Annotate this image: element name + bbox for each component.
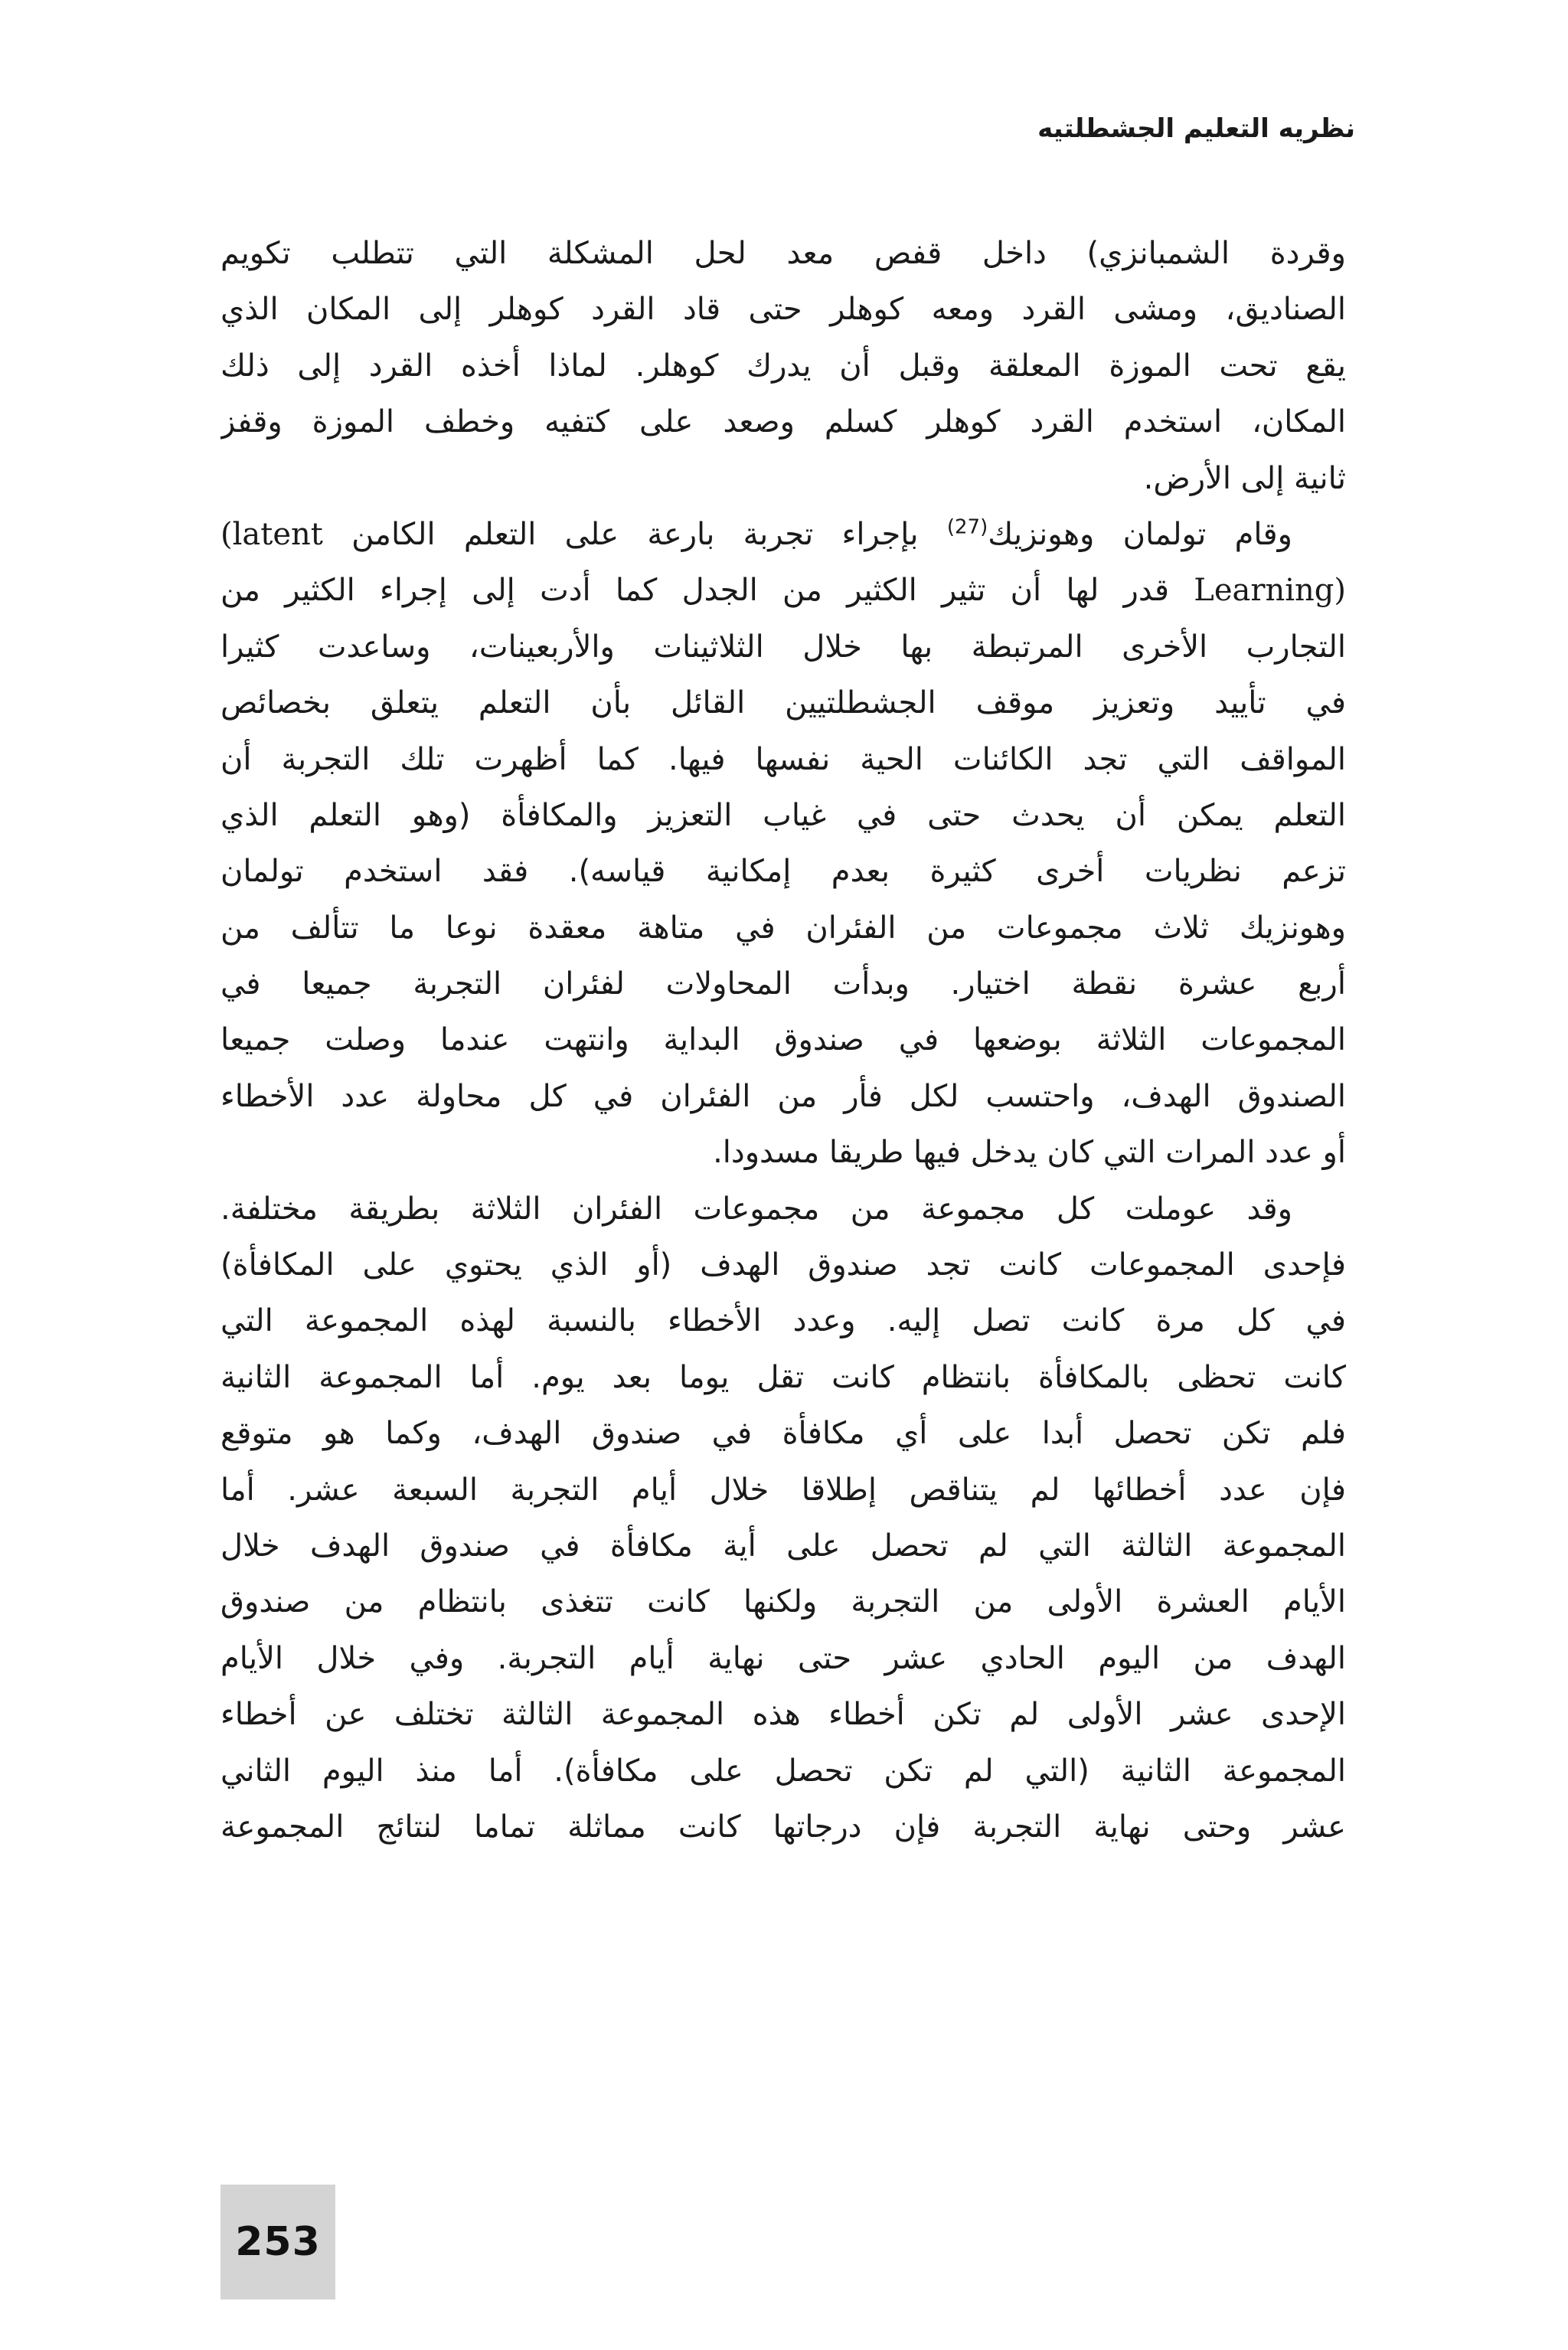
text-line: المجموعة الثانية (التي لم تكن تحصل على مكافأة). أما منذ اليوم الثاني xyxy=(220,1753,1346,1789)
paragraph-1 xyxy=(220,226,1346,507)
text-line: فإحدى المجموعات كانت تجد صندوق الهدف (أو الذي يحتوي على المكافأة) xyxy=(220,1247,1346,1283)
text-line: وقردة الشمبانزي) داخل قفص معد لحل المشكلة التي تتطلب تكويم xyxy=(220,236,1346,271)
text-line: أربع عشرة نقطة اختيار. وبدأت المحاولات لفئران التجربة جميعا في xyxy=(220,966,1346,1002)
text-line xyxy=(220,563,1346,619)
text-line: فإن عدد أخطائها لم يتناقص إطلاقا خلال أيام التجربة السبعة عشر. أما xyxy=(220,1472,1346,1508)
text-line: الإحدى عشر الأولى لم تكن أخطاء هذه المجموعة الثالثة تختلف عن أخطاء xyxy=(220,1697,1346,1733)
latin-term: (latent xyxy=(220,516,323,552)
text-line: عشر وحتى نهاية التجربة فإن درجاتها كانت مماثلة تماما لنتائج المجموعة xyxy=(220,1809,1346,1845)
text-line: في تأييد وتعزيز موقف الجشطلتيين القائل بأن التعلم يتعلق بخصائص xyxy=(220,685,1346,721)
text-line: التجارب الأخرى المرتبطة بها خلال الثلاثينات والأربعينات، وساعدت كثيرا xyxy=(220,629,1346,665)
text-line: وقد عوملت كل مجموعة من مجموعات الفئران الثلاثة بطريقة مختلفة. xyxy=(220,1191,1292,1227)
text-line: الأيام العشرة الأولى من التجربة ولكنها كانت تتغذى بانتظام من صندوق xyxy=(220,1584,1346,1620)
text-line: المكان، استخدم القرد كوهلر كسلم وصعد على كتفيه وخطف الموزة وقفز xyxy=(220,404,1346,440)
text-line: وهونزيك ثلاث مجموعات من الفئران في متاهة معقدة نوعا ما تتألف من xyxy=(220,910,1346,946)
body-text xyxy=(220,226,1346,1855)
text-line: في كل مرة كانت تصل إليه. وعدد الأخطاء بالنسبة لهذه المجموعة التي xyxy=(220,1303,1346,1339)
text-line: الصناديق، ومشى القرد ومعه كوهلر حتى قاد القرد كوهلر إلى المكان الذي xyxy=(220,292,1346,328)
text-line: المواقف التي تجد الكائنات الحية نفسها فيها. كما أظهرت تلك التجربة أن xyxy=(220,741,1346,777)
text-line: كانت تحظى بالمكافأة بانتظام كانت تقل يوما بعد يوم. أما المجموعة الثانية xyxy=(220,1359,1346,1395)
text-line: فلم تكن تحصل أبدا على أي مكافأة في صندوق الهدف، وكما هو متوقع xyxy=(220,1416,1346,1452)
paragraph-2 xyxy=(220,507,1346,1182)
text-line: ثانية إلى الأرض. xyxy=(1143,460,1346,496)
latin-term: Learning) xyxy=(1194,573,1346,609)
text-segment: بإجراء تجربة بارعة على التعلم الكامن xyxy=(322,516,947,552)
running-header-title: نظريه التعليم الجشطلتيه xyxy=(1037,113,1355,144)
text-line: أو عدد المرات التي كان يدخل فيها طريقا مسدودا. xyxy=(713,1135,1346,1171)
text-line: الصندوق الهدف، واحتسب لكل فأر من الفئران في كل محاولة عدد الأخطاء xyxy=(220,1078,1346,1114)
text-line-with-footnote xyxy=(220,507,1346,563)
text-line: التعلم يمكن أن يحدث حتى في غياب التعزيز والمكافأة (وهو التعلم الذي xyxy=(220,797,1346,833)
footnote-reference: (27) xyxy=(946,515,988,539)
page-number: 253 xyxy=(235,2219,321,2265)
page-number-badge xyxy=(220,2185,335,2299)
paragraph-3 xyxy=(220,1182,1346,1856)
text-line: يقع تحت الموزة المعلقة وقبل أن يدرك كوهلر. لماذا أخذه القرد إلى ذلك xyxy=(220,348,1346,384)
text-segment: قدر لها أن تثير الكثير من الجدل كما أدت إلى إجراء الكثير من xyxy=(220,573,1194,609)
text-line: المجموعات الثلاثة بوضعها في صندوق البداية وانتهت عندما وصلت جميعا xyxy=(220,1022,1346,1058)
text-line: المجموعة الثالثة التي لم تحصل على أية مكافأة في صندوق الهدف خلال xyxy=(220,1528,1346,1564)
text-line: تزعم نظريات أخرى كثيرة بعدم إمكانية قياسه). فقد استخدم تولمان xyxy=(220,854,1346,890)
text-line: الهدف من اليوم الحادي عشر حتى نهاية أيام التجربة. وفي خلال الأيام xyxy=(220,1640,1346,1676)
text-segment: وقام تولمان وهونزيك xyxy=(988,516,1292,552)
